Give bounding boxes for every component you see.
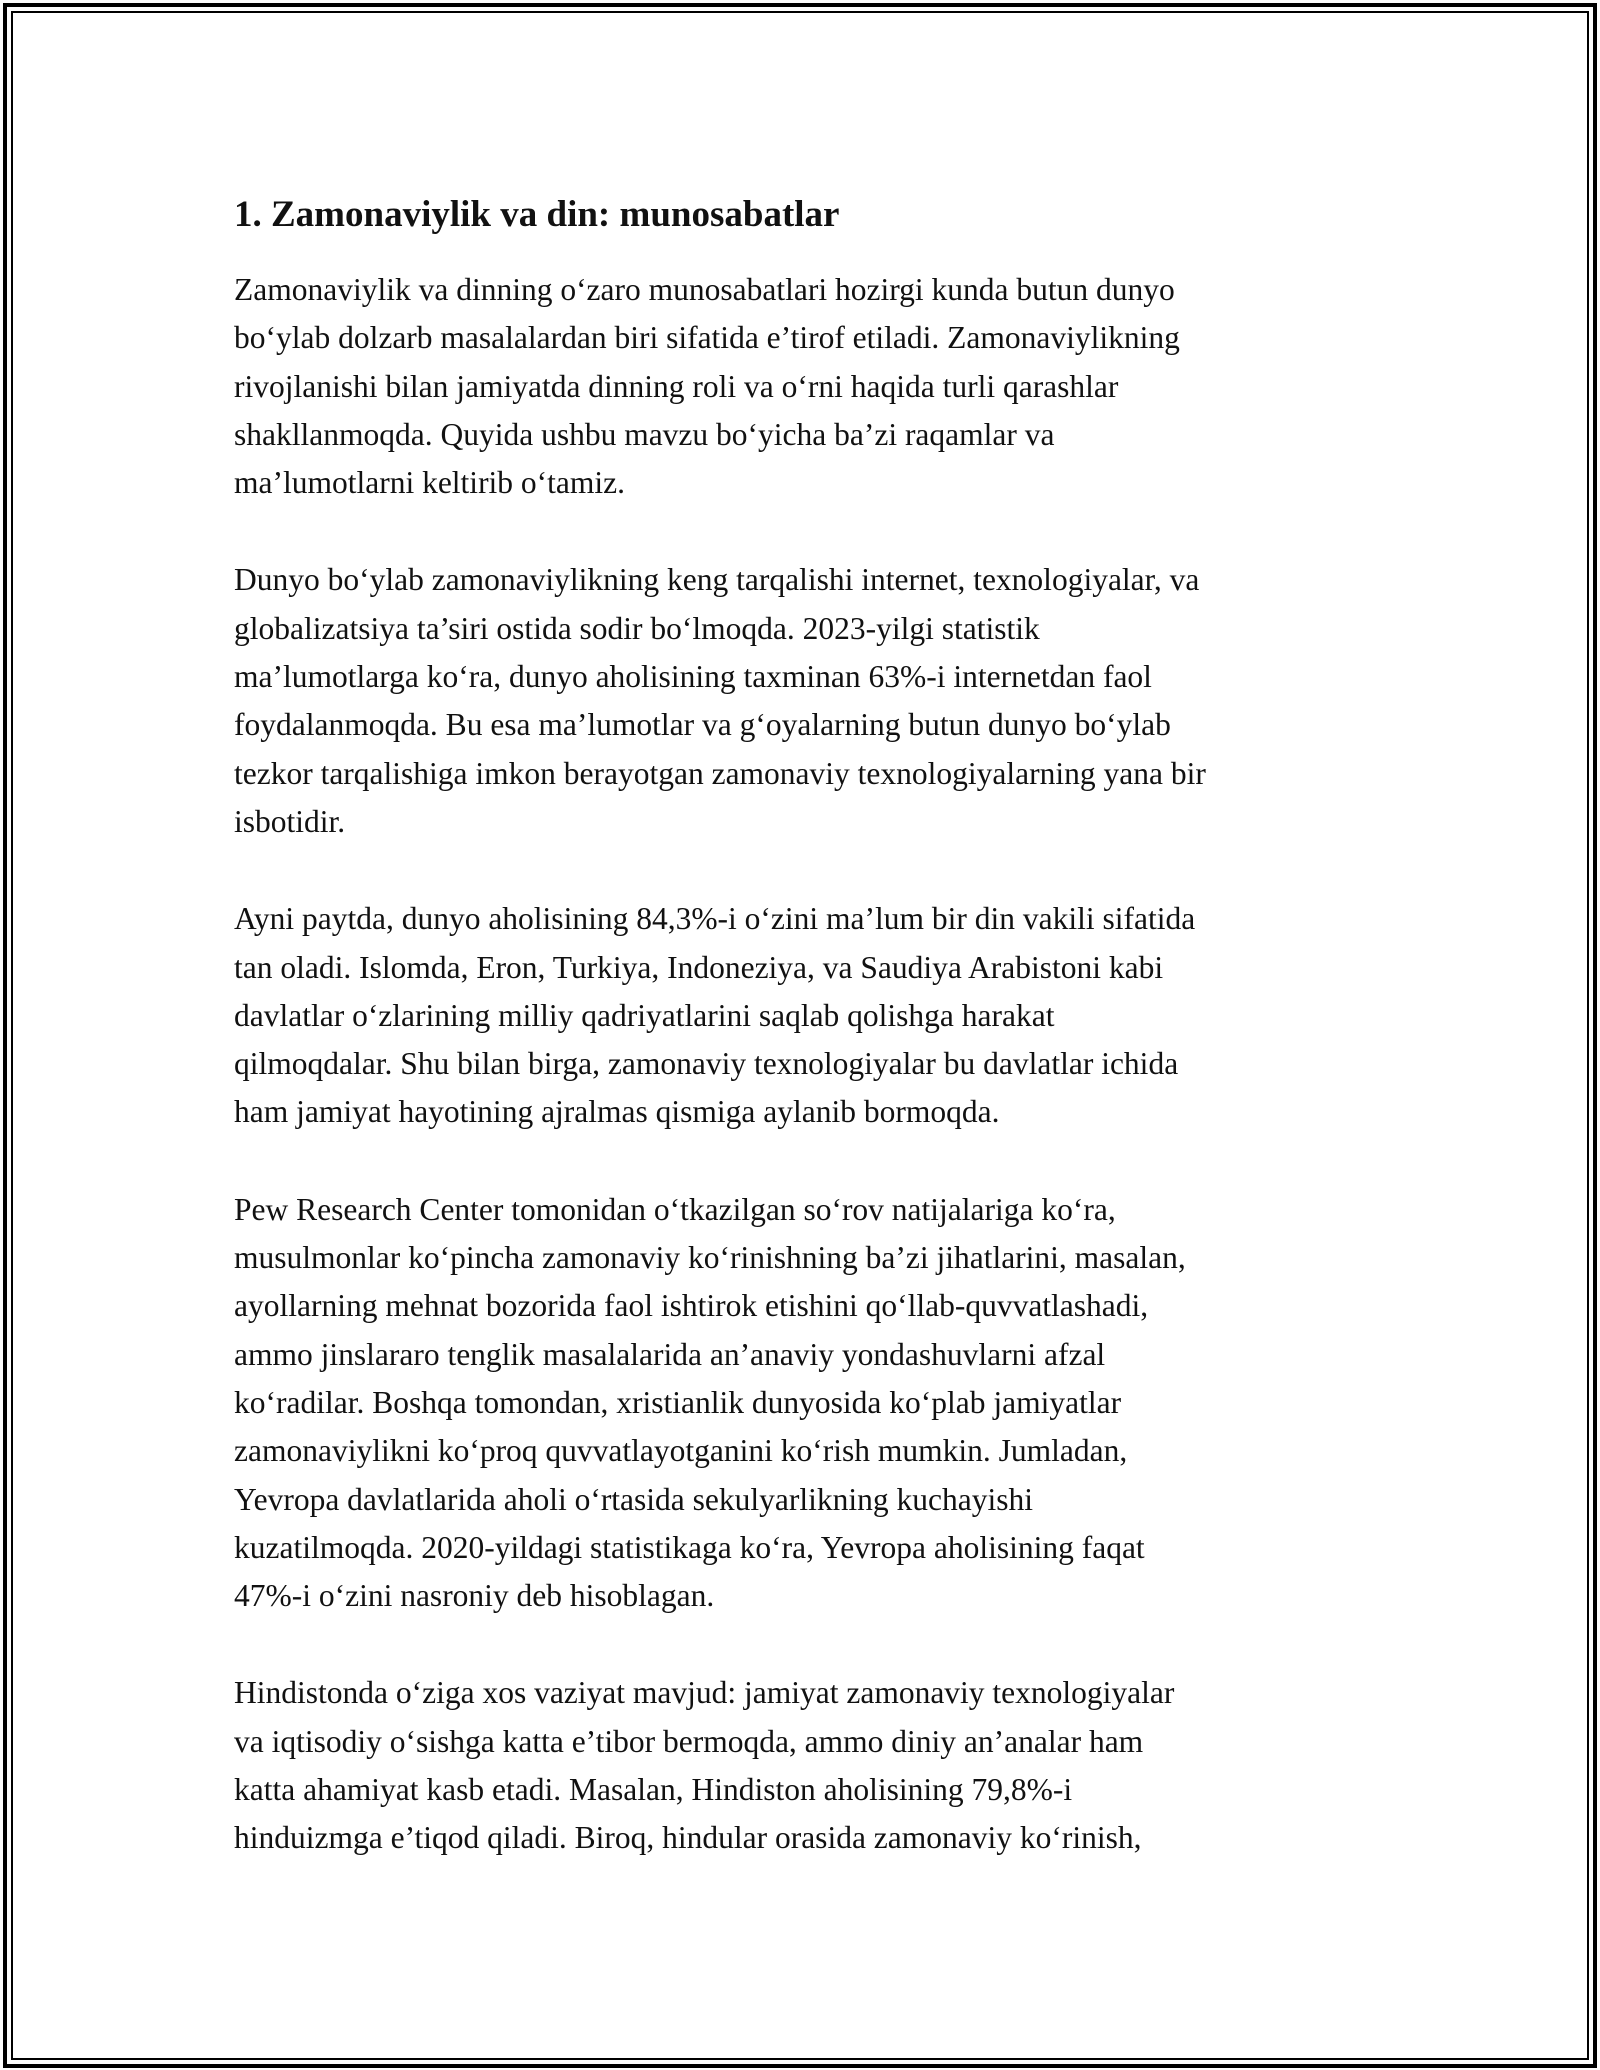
text-line: Yevropa davlatlarida aholi o‘rtasida sekulyarlikning kuchayishi bbox=[234, 1481, 1033, 1517]
text-line: shakllanmoqda. Quyida ushbu mavzu bo‘yicha ba’zi raqamlar va bbox=[234, 416, 1055, 452]
paragraph-3 bbox=[234, 895, 1374, 1136]
text-line: qilmoqdalar. Shu bilan birga, zamonaviy texnologiyalar bu davlatlar ichida bbox=[234, 1046, 1179, 1082]
text-line: Zamonaviylik va dinning o‘zaro munosabatlari hozirgi kunda butun dunyo bbox=[234, 272, 1175, 307]
text-line: tezkor tarqalishiga imkon berayotgan zamonaviy texnologiyalarning yana bir bbox=[234, 755, 1206, 791]
text-line: Hindistonda o‘ziga xos vaziyat mavjud: jamiyat zamonaviy texnologiyalar bbox=[234, 1675, 1175, 1711]
text-line: tan oladi. Islomda, Eron, Turkiya, Indoneziya, va Saudiya Arabistoni kabi bbox=[234, 949, 1164, 985]
paragraph-4 bbox=[234, 1186, 1374, 1621]
paragraph-5 bbox=[234, 1669, 1374, 1862]
section-heading: 1. Zamonaviylik va din: munosabatlar bbox=[234, 194, 840, 235]
text-line: rivojlanishi bilan jamiyatda dinning roli va o‘rni haqida turli qarashlar bbox=[234, 368, 1119, 404]
text-line: globalizatsiya ta’siri ostida sodir bo‘lmoqda. 2023-yilgi statistik bbox=[234, 610, 1040, 646]
text-line: foydalanmoqda. Bu esa ma’lumotlar va g‘oyalarning butun dunyo bo‘ylab bbox=[234, 707, 1171, 743]
text-line: Dunyo bo‘ylab zamonaviylikning keng tarqalishi internet, texnologiyalar, va bbox=[234, 562, 1200, 598]
text-line: ko‘radilar. Boshqa tomondan, xristianlik dunyosida ko‘plab jamiyatlar bbox=[234, 1384, 1122, 1420]
text-line: kuzatilmoqda. 2020-yildagi statistikaga ko‘ra, Yevropa aholisining faqat bbox=[234, 1529, 1145, 1565]
text-line: davlatlar o‘zlarining milliy qadriyatlarini saqlab qolishga harakat bbox=[234, 997, 1055, 1033]
text-line: ammo jinslararo tenglik masalalarida an’anaviy yondashuvlarni afzal bbox=[234, 1336, 1106, 1372]
text-line: hinduizmga e’tiqod qiladi. Biroq, hindular orasida zamonaviy ko‘rinish, bbox=[234, 1820, 1142, 1856]
text-line: ayollarning mehnat bozorida faol ishtirok etishini qo‘llab-quvvatlashadi, bbox=[234, 1288, 1149, 1324]
text-line: musulmonlar ko‘pincha zamonaviy ko‘rinishning ba’zi jihatlarini, masalan, bbox=[234, 1240, 1186, 1276]
document-body bbox=[234, 186, 1374, 1912]
text-line: ma’lumotlarga ko‘ra, dunyo aholisining taxminan 63%-i internetdan faol bbox=[234, 659, 1152, 695]
text-line: va iqtisodiy o‘sishga katta e’tibor bermoqda, ammo diniy an’analar ham bbox=[234, 1723, 1144, 1759]
text-line: 47%-i o‘zini nasroniy deb hisoblagan. bbox=[234, 1578, 715, 1614]
text-line: zamonaviylikni ko‘proq quvvatlayotganini ko‘rish mumkin. Jumladan, bbox=[234, 1433, 1128, 1469]
text-line: Ayni paytda, dunyo aholisining 84,3%-i o‘zini ma’lum bir din vakili sifatida bbox=[234, 901, 1196, 937]
text-line: ham jamiyat hayotining ajralmas qismiga aylanib bormoqda. bbox=[234, 1094, 1000, 1130]
text-line: ma’lumotlarni keltirib o‘tamiz. bbox=[234, 465, 626, 501]
paragraph-2 bbox=[234, 556, 1374, 846]
text-line: isbotidir. bbox=[234, 803, 346, 839]
paragraph-1 bbox=[234, 266, 1374, 507]
text-line: Pew Research Center tomonidan o‘tkazilgan so‘rov natijalariga ko‘ra, bbox=[234, 1191, 1116, 1227]
text-line: bo‘ylab dolzarb masalalardan biri sifatida e’tirof etiladi. Zamonaviylikning bbox=[234, 320, 1180, 356]
text-line: katta ahamiyat kasb etadi. Masalan, Hindiston aholisining 79,8%-i bbox=[234, 1772, 1073, 1808]
